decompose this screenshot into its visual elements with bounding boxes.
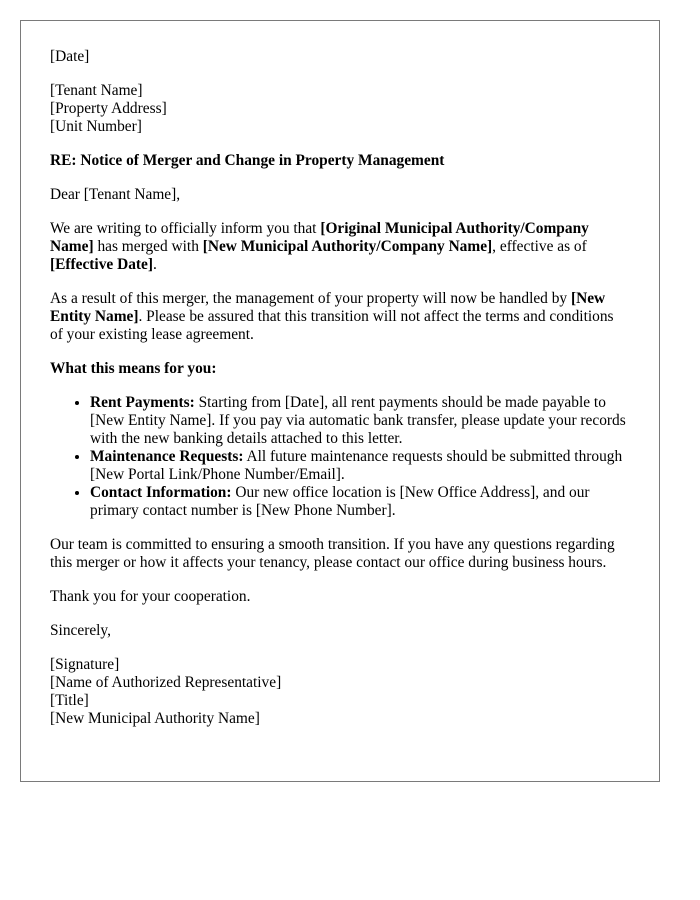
paragraph-management-change [50, 290, 630, 344]
letter-body [20, 20, 660, 782]
original-entity-name: [Original Municipal Authority/Company Name] [50, 220, 589, 255]
closing: Sincerely, [50, 622, 111, 639]
point-text: Our new office location is [New Office Address], and our primary contact number is [New Phone Number]. [90, 484, 590, 519]
text: . Please be assured that this transition will not affect the terms and conditions of your existing lease agreement. [50, 308, 614, 343]
text: As a result of this merger, the management of your property will now be handled by [50, 290, 571, 307]
section-heading: What this means for you: [50, 360, 217, 377]
text: We are writing to officially inform you that [50, 220, 321, 237]
point-text: All future maintenance requests should be submitted through [New Portal Link/Phone Number/Email]. [90, 448, 623, 483]
text: . [152, 256, 157, 273]
signature-block [50, 656, 630, 728]
recipient-name: [Tenant Name] [50, 82, 143, 99]
list-item-rent-payments [90, 394, 630, 448]
recipient-address: [Property Address] [50, 100, 167, 117]
organization-name: [New Municipal Authority Name] [50, 710, 260, 727]
list-item-contact-information [90, 484, 630, 520]
recipient-unit: [Unit Number] [50, 118, 142, 135]
point-label: Maintenance Requests: [90, 448, 244, 465]
paragraph-merger-notice [50, 220, 630, 274]
list-item-maintenance-requests [90, 448, 630, 484]
point-text: Starting from [Date], all rent payments should be made payable to [New Entity Name]. If you pay via automatic bank transfer, please update your records with the new banking details attached to this letter. [90, 394, 626, 447]
text: , effective as of [492, 238, 587, 255]
points-list [50, 394, 630, 520]
subject-line: RE: Notice of Merger and Change in Property Management [50, 152, 445, 169]
point-label: Rent Payments: [90, 394, 195, 411]
paragraph-transition: Our team is committed to ensuring a smooth transition. If you have any questions regarding this merger or how it affects your tenancy, please contact our office during business hours. [50, 536, 615, 571]
effective-date: [Effective Date] [50, 256, 153, 273]
signature: [Signature] [50, 656, 120, 673]
text: has merged with [93, 238, 203, 255]
point-label: Contact Information: [90, 484, 232, 501]
salutation: Dear [Tenant Name], [50, 186, 181, 203]
recipient-block [50, 82, 630, 136]
representative-title: [Title] [50, 692, 89, 709]
new-entity-name: [New Entity Name] [50, 290, 606, 325]
new-entity-name: [New Municipal Authority/Company Name] [202, 238, 493, 255]
representative-name: [Name of Authorized Representative] [50, 674, 282, 691]
paragraph-thanks: Thank you for your cooperation. [50, 588, 251, 605]
letter-date: [Date] [50, 48, 90, 65]
